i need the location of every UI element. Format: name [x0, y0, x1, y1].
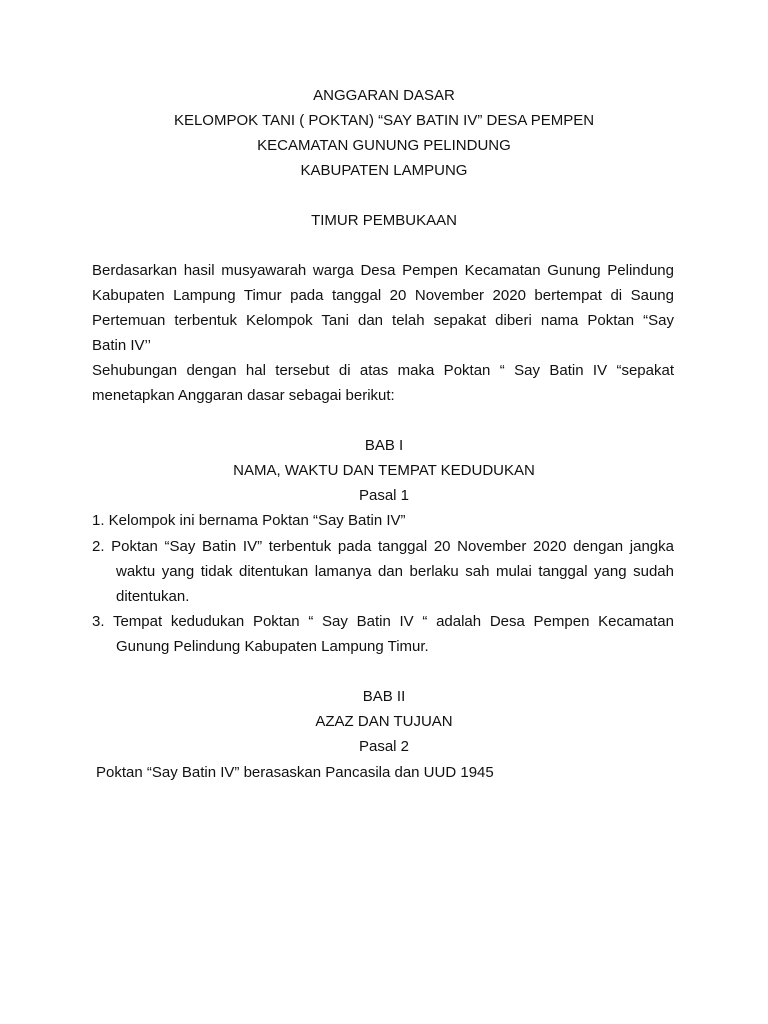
intro-paragraph-line: menetapkan Anggaran dasar sebagai berikut: — [92, 387, 395, 404]
article-title: Pasal 2 — [358, 738, 410, 755]
list-item: 2. Poktan “Say Batin IV” terbentuk pada tanggal 20 November 2020 dengan jangka — [92, 538, 674, 555]
article-title: Pasal 1 — [358, 487, 410, 504]
article-text: Poktan “Say Batin IV” berasaskan Pancasila dan UUD 1945 — [96, 764, 494, 781]
intro-paragraph-line: Batin IV’’ — [92, 337, 151, 354]
list-item: 1. Kelompok ini bernama Poktan “Say Batin IV” — [92, 512, 406, 529]
chapter-subtitle: NAMA, WAKTU DAN TEMPAT KEDUDUKAN — [233, 462, 535, 479]
list-item-continuation: Gunung Pelindung Kabupaten Lampung Timur. — [116, 638, 429, 655]
chapter-subtitle: AZAZ DAN TUJUAN — [315, 713, 453, 730]
doc-subtitle-regency: KABUPATEN LAMPUNG — [300, 162, 468, 179]
list-item-continuation: ditentukan. — [116, 588, 190, 605]
intro-paragraph-line: Sehubungan dengan hal tersebut di atas maka Poktan “ Say Batin IV “sepakat — [92, 362, 674, 379]
chapter-title: BAB II — [362, 688, 406, 705]
list-item-continuation: waktu yang tidak ditentukan lamanya dan berlaku sah mulai tanggal yang sudah — [116, 563, 674, 580]
doc-subtitle-district: KECAMATAN GUNUNG PELINDUNG — [257, 137, 511, 154]
chapter-title: BAB I — [364, 437, 404, 454]
list-item: 3. Tempat kedudukan Poktan “ Say Batin IV “ adalah Desa Pempen Kecamatan — [92, 613, 674, 630]
intro-paragraph-line: Pertemuan terbentuk Kelompok Tani dan telah sepakat diberi nama Poktan “Say — [92, 312, 674, 329]
section-heading-opening: TIMUR PEMBUKAAN — [311, 212, 457, 229]
intro-paragraph-line: Kabupaten Lampung Timur pada tanggal 20 November 2020 bertempat di Saung — [92, 287, 674, 304]
doc-title: ANGGARAN DASAR — [313, 87, 455, 104]
intro-paragraph-line: Berdasarkan hasil musyawarah warga Desa Pempen Kecamatan Gunung Pelindung — [92, 262, 674, 279]
doc-subtitle-group: KELOMPOK TANI ( POKTAN) “SAY BATIN IV” DESA PEMPEN — [173, 112, 595, 129]
